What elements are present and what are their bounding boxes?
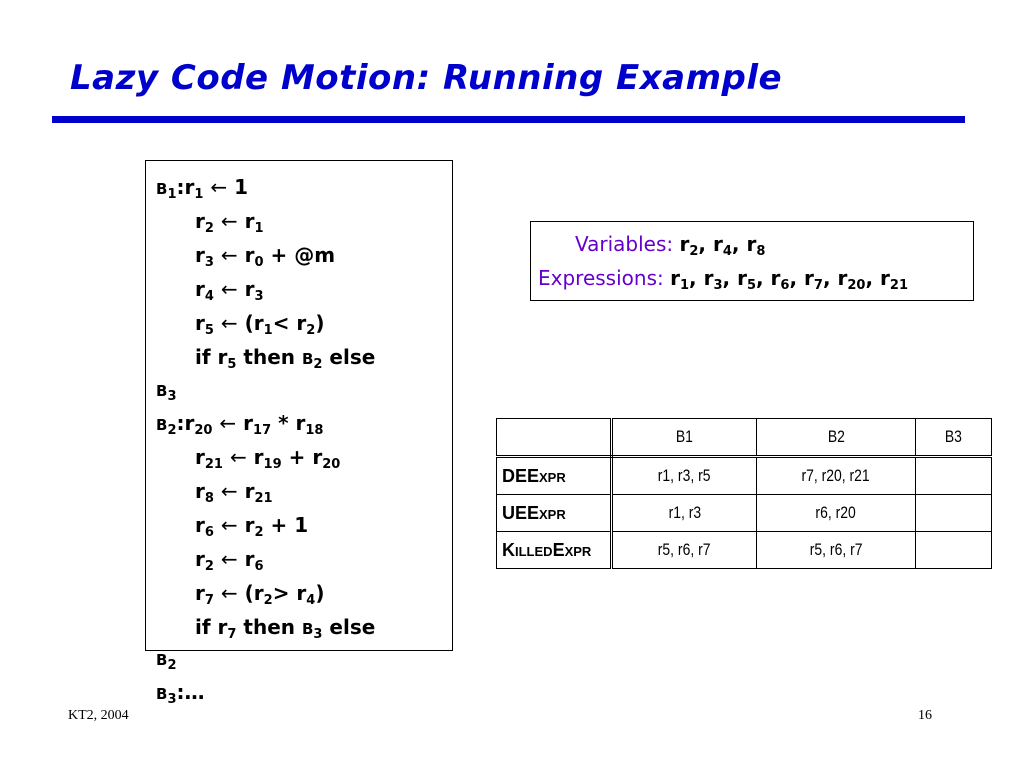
table-cell: r5, r6, r7 bbox=[757, 532, 916, 569]
code-line: $r_5$ ← $(r_1< r_2)$ bbox=[195, 311, 325, 338]
table-cell: r6, r20 bbox=[757, 495, 916, 532]
expressions-list: $r_1$, $r_3$, $r_5$, $r_6$, $r_7$, $r_{20}$, $r_{21}$ bbox=[670, 266, 909, 293]
table-cell: r7, r20, r21 bbox=[757, 457, 916, 495]
dataflow-sets-table bbox=[496, 418, 992, 569]
table-cell bbox=[916, 495, 992, 532]
code-line: $r_7$ ← $(r_2> r_4)$ bbox=[195, 581, 325, 608]
table-cell: r1, r3 bbox=[612, 495, 757, 532]
code-line-if-b1: if $r_5$ then $B_2$ else bbox=[195, 345, 376, 372]
code-line-b2-r20: $B_2:r_{20}$ ← $r_{17} * r_{18}$ bbox=[156, 411, 324, 438]
title-underline bbox=[52, 116, 965, 123]
table-corner-cell bbox=[497, 419, 612, 457]
column-header-b2: B2 bbox=[757, 419, 916, 457]
row-header-killedexpr: KILLEDEXPR bbox=[497, 532, 612, 569]
expressions-label: Expressions: bbox=[538, 266, 664, 290]
table-cell bbox=[916, 457, 992, 495]
code-line: $r_3$ ← $r_0$ + @m bbox=[195, 243, 336, 270]
table-row-deexpr bbox=[497, 457, 992, 495]
row-header-deexpr: DEEXPR bbox=[497, 457, 612, 495]
slide-number: 16 bbox=[918, 708, 932, 723]
column-header-b3: B3 bbox=[916, 419, 992, 457]
variables-label: Variables: bbox=[575, 232, 674, 256]
variables-row bbox=[575, 232, 765, 264]
code-line-b2-target: $B_2$ bbox=[156, 651, 177, 673]
table-cell: r5, r6, r7 bbox=[612, 532, 757, 569]
variables-list: $r_2$, $r_4$, $r_8$ bbox=[679, 232, 766, 259]
row-header-ueexpr: UEEXPR bbox=[497, 495, 612, 532]
code-line-b3-target: $B_3$ bbox=[156, 382, 177, 404]
code-line-b3: $B_3:\dots$ bbox=[156, 680, 205, 707]
table-row-killedexpr bbox=[497, 532, 992, 569]
table-cell: r1, r3, r5 bbox=[612, 457, 757, 495]
code-line: $r_2$ ← $r_6$ bbox=[195, 547, 264, 574]
table-cell bbox=[916, 532, 992, 569]
code-line: $r_8$ ← $r_{21}$ bbox=[195, 479, 273, 506]
code-line: $r_2$ ← $r_1$ bbox=[195, 209, 264, 236]
code-line: $r_{21}$ ← $r_{19} + r_{20}$ bbox=[195, 445, 341, 472]
code-line-if-b2: if $r_7$ then $B_3$ else bbox=[195, 615, 376, 642]
column-header-b1: B1 bbox=[612, 419, 757, 457]
table-row-ueexpr bbox=[497, 495, 992, 532]
footer-course-label: KT2, 2004 bbox=[68, 708, 129, 723]
code-line: $r_6$ ← $r_2 + 1$ bbox=[195, 513, 309, 540]
code-line-b1-r1: $B_1:r_1$ ← 1 bbox=[156, 175, 249, 202]
code-line: $r_4$ ← $r_3$ bbox=[195, 277, 264, 304]
expressions-row bbox=[538, 266, 908, 298]
table-header-row bbox=[497, 419, 992, 457]
code-listing-box bbox=[145, 160, 453, 651]
slide-title: Lazy Code Motion: Running Example bbox=[70, 58, 783, 98]
